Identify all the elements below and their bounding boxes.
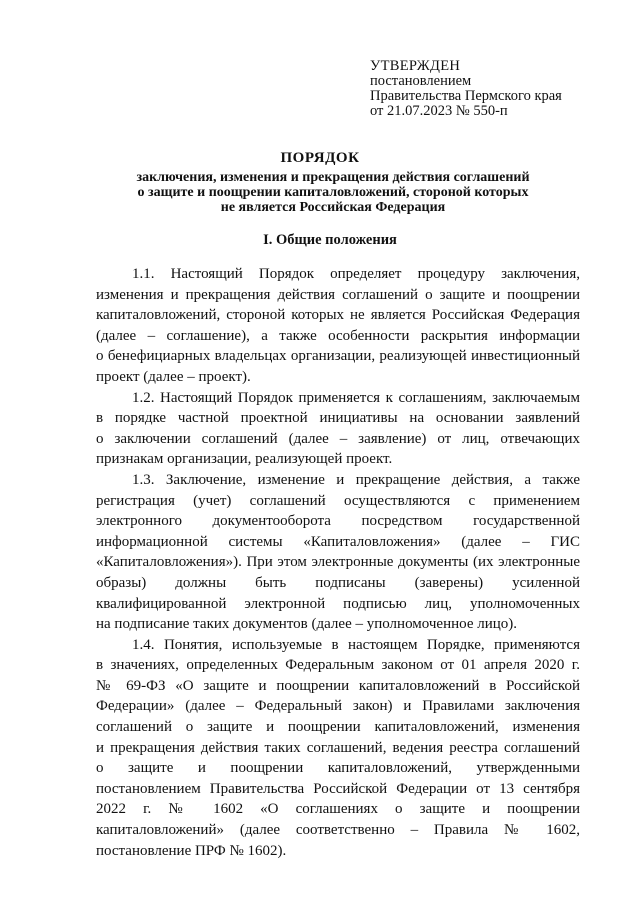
paragraph-line: (далее – соглашение), а также особенности раскрытия информации <box>96 327 580 344</box>
paragraph-line: регистрация (учет) соглашений осуществляются с применением <box>96 492 580 509</box>
approval-block <box>370 59 620 119</box>
paragraph-line: о бенефициарных владельцах организации, реализующей инвестиционный <box>96 348 580 365</box>
paragraph-line: о заключении соглашений (далее – заявление) от лиц, отвечающих <box>96 430 580 447</box>
paragraph-line: проект (далее – проект). <box>96 368 251 385</box>
paragraph-line: капиталовложений, стороной которых не является Российская Федерация <box>96 307 580 324</box>
paragraph-line: на подписание таких документов (далее – уполномоченное лицо). <box>96 616 518 633</box>
paragraph-line: изменения и прекращения действия соглашений о защите и поощрении <box>96 286 580 303</box>
subtitle-line: заключения, изменения и прекращения действия соглашений <box>136 170 530 185</box>
approval-line-2: постановлением <box>370 73 472 89</box>
document-subtitle <box>60 170 606 215</box>
body-text <box>96 264 580 861</box>
approval-line-1: УТВЕРЖДЕН <box>370 58 461 74</box>
paragraph-line: капиталовложений» (далее соответственно – Правила № 1602, <box>96 822 580 839</box>
paragraph-line: образы) должны быть подписаны (заверены) усиленной <box>96 574 580 591</box>
paragraph-line: постановление ПРФ № 1602). <box>96 842 287 859</box>
paragraph-line: 1.1. Настоящий Порядок определяет процедуру заключения, <box>132 266 580 282</box>
section-heading: I. Общие положения <box>263 232 397 248</box>
subtitle-line: не является Российская Федерация <box>220 200 446 215</box>
paragraph-line: № 69-ФЗ «О защите и поощрении капиталовложений в Российской <box>96 677 580 694</box>
paragraph-line: в порядке частной проектной инициативы на основании заявлений <box>96 410 580 427</box>
paragraph-line: 1.2. Настоящий Порядок применяется к соглашениям, заключаемым <box>132 389 580 406</box>
subtitle-line: о защите и поощрении капиталовложений, стороной которых <box>137 185 529 200</box>
document-title: ПОРЯДОК <box>280 150 360 166</box>
paragraph-line: о защите и поощрении капиталовложений, утвержденными <box>96 760 580 777</box>
paragraph-line: информационной системы «Капиталовложения» (далее – ГИС <box>96 533 580 550</box>
paragraph-line: в значениях, определенных Федеральным законом от 01 апреля 2020 г. <box>96 657 580 674</box>
paragraph-line: Федерации» (далее – Федеральный закон) и Правилами заключения <box>96 698 580 715</box>
approval-line-4: от 21.07.2023 № 550-п <box>370 103 508 119</box>
paragraph-line: признакам организации, реализующей проект. <box>96 451 393 468</box>
paragraph-line: «Капиталовложения»). При этом электронные документы (их электронные <box>96 554 580 571</box>
paragraph-line: 2022 г. № 1602 «О соглашениях о защите и поощрении <box>96 801 580 818</box>
paragraph-line: 1.3. Заключение, изменение и прекращение действия, а также <box>132 471 580 488</box>
paragraph-line: и прекращения действия таких соглашений, ведения реестра соглашений <box>96 739 580 756</box>
approval-line-3: Правительства Пермского края <box>370 88 562 104</box>
paragraph-line: постановлением Правительства Российской Федерации от 13 сентября <box>96 780 580 797</box>
paragraph-line: соглашений о защите и поощрении капиталовложений, изменения <box>96 719 580 736</box>
paragraph-line: электронного документооборота посредством государственной <box>96 513 580 530</box>
paragraph-line: 1.4. Понятия, используемые в настоящем Порядке, применяются <box>132 636 580 653</box>
paragraph-line: квалифицированной электронной подписью лиц, уполномоченных <box>96 595 580 612</box>
